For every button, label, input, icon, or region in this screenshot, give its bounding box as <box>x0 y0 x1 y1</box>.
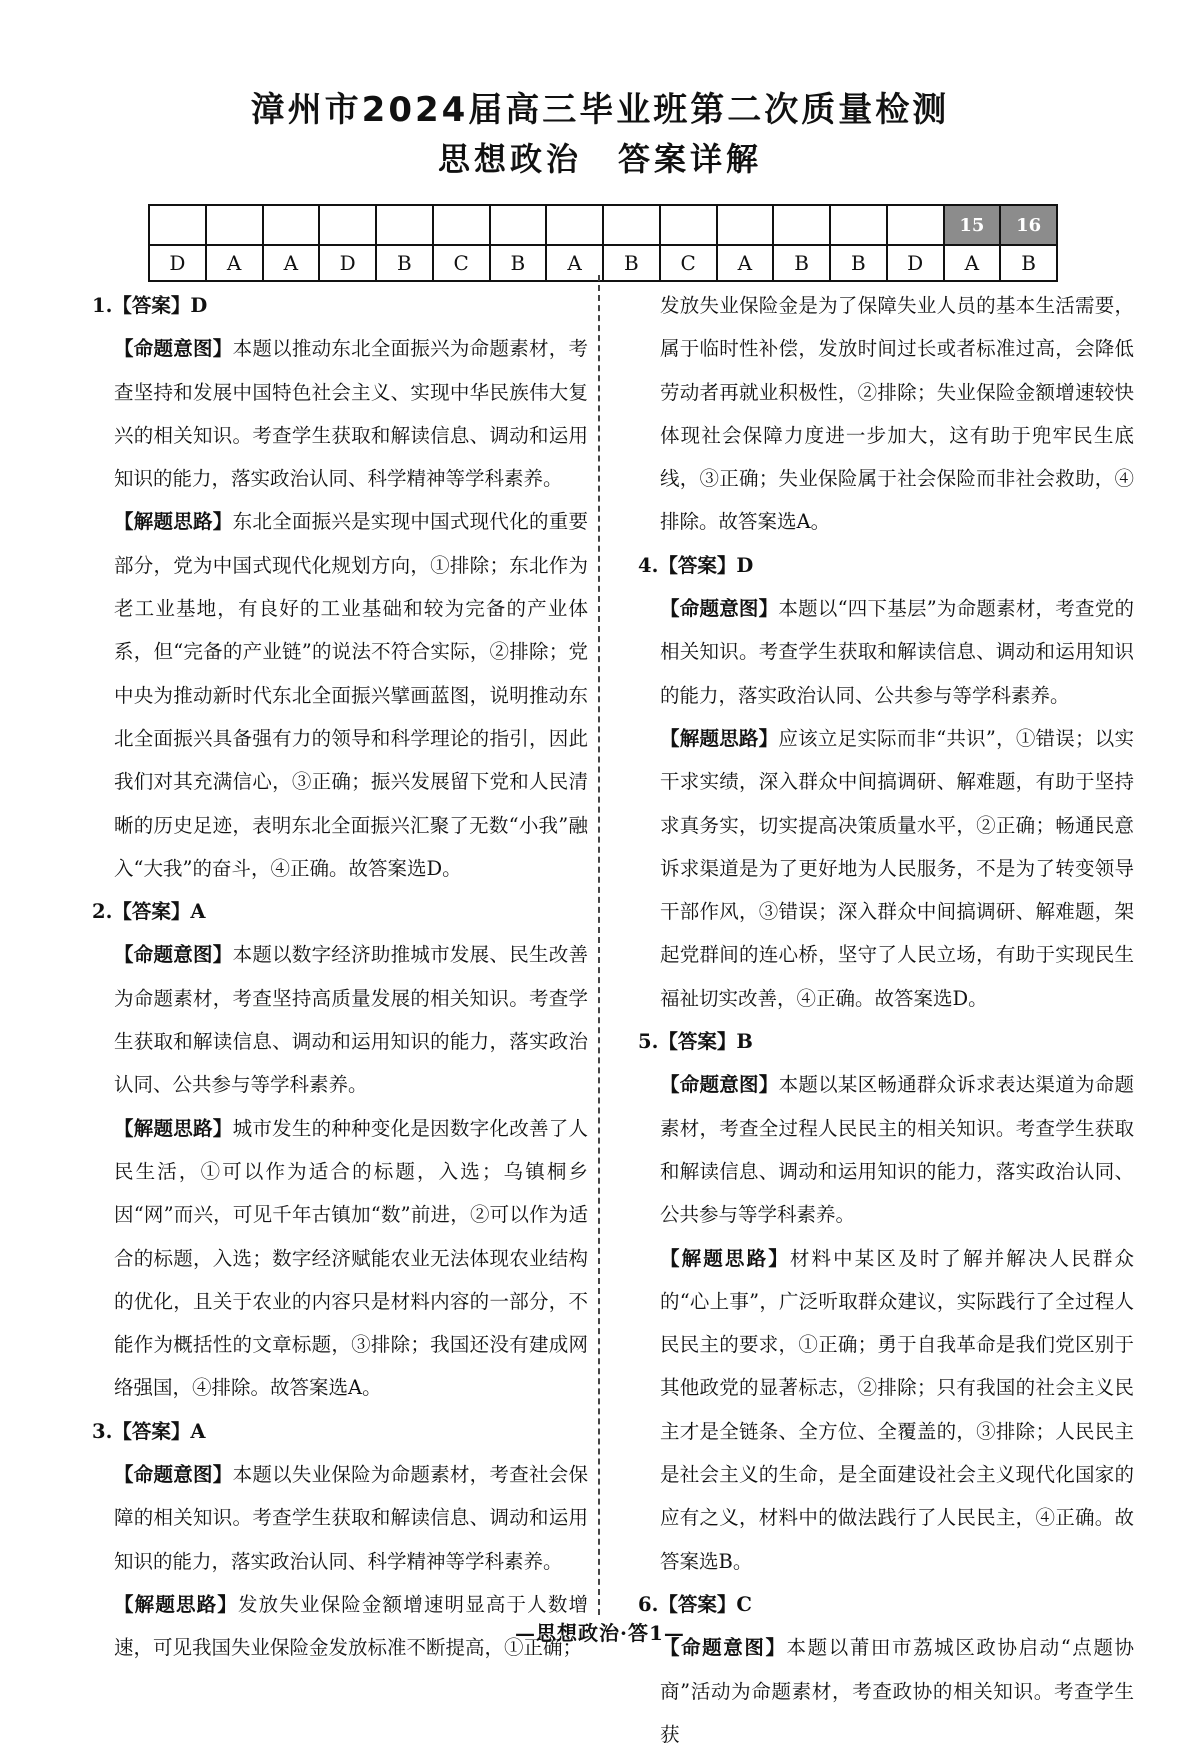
solution-text: 城市发生的种种变化是因数字化改善了人民生活，①可以作为适合的标题，入选；乌镇桐乡因“网”而兴，可见千年古镇加“数”前进，②可以作为适合的标题，入选；数字经济赋能农业无法体现农业结构的优化，且关于农业的内容只是材料内容的一部分，不能作为概括性的文章标题，③排除；我国还没有建成网络强国，④排除。故答案选A。 <box>114 1116 588 1400</box>
intent-text: 本题以推动东北全面振兴为命题素材，考查坚持和发展中国特色社会主义、实现中华民族伟大复兴的相关知识。考查学生获取和解读信息、调动和运用知识的能力，落实政治认同、科学精神等学科素养。 <box>114 337 588 491</box>
answer-cell: A <box>546 245 603 281</box>
solution-label: 【解题思路】 <box>114 1116 233 1140</box>
answer-table-answer-row <box>149 245 1057 281</box>
answer-cell: C <box>660 245 717 281</box>
question-3-solution-continued: 发放失业保险金是为了保障失业人员的基本生活需要，属于临时性补偿，发放时间过长或者标准过高，会降低劳动者再就业积极性，②排除；失业保险金额增速较快体现社会保障力度进一步加大，这有助于兜牢民生底线，③正确；失业保险属于社会保险而非社会救助，④排除。故答案选A。 <box>660 294 1134 534</box>
intent-label: 【命题意图】 <box>660 1073 779 1097</box>
intent-text: 本题以莆田市荔城区政协启动“点题协商”活动为命题素材，考查政协的相关知识。考查学生获 <box>660 1636 1134 1746</box>
solution-text: 材料中某区及时了解并解决人民群众的“心上事”，广泛听取群众建议，实际践行了全过程人民民主的要求，①正确；勇于自我革命是我们党区别于其他政党的显著标志，②排除；只有我国的社会主义民主才是全链条、全方位、全覆盖的，③排除；人民民主是社会主义的生命，是全面建设社会主义现代化国家的应有之义，材料中的做法践行了人民民主，④正确。故答案选B。 <box>660 1246 1134 1573</box>
answer-cell: B <box>1000 245 1057 281</box>
answer-cell: D <box>887 245 944 281</box>
answer-cell: B <box>490 245 547 281</box>
question-number-cell <box>603 205 660 245</box>
answer-cell: A <box>717 245 774 281</box>
question-number-cell <box>319 205 376 245</box>
question-2-answer: 2.【答案】A <box>92 900 206 924</box>
question-number-cell <box>773 205 830 245</box>
intent-label: 【命题意图】 <box>114 337 233 361</box>
question-number-cell <box>887 205 944 245</box>
answer-cell: C <box>433 245 490 281</box>
question-5-intent <box>638 1063 1134 1236</box>
question-3-answer: 3.【答案】A <box>92 1419 206 1443</box>
answer-cell: B <box>830 245 887 281</box>
answer-cell: B <box>376 245 433 281</box>
question-number-cell <box>490 205 547 245</box>
solution-text: 应该立足实际而非“共识”，①错误；以实干求实绩，深入群众中间搞调研、解难题，有助于坚持求真务实，切实提高决策质量水平，②正确；畅通民意诉求渠道是为了更好地为人民服务，不是为了转变领导干部作风，③错误；深入群众中间搞调研、解难题，架起党群间的连心桥，坚守了人民立场，有助于实现民生福祉切实改善，④正确。故答案选D。 <box>660 726 1134 1010</box>
question-number-cell <box>717 205 774 245</box>
intent-label: 【命题意图】 <box>114 943 233 967</box>
page-title: 漳州市2024届高三毕业班第二次质量检测 <box>250 90 950 130</box>
question-4-answer: 4.【答案】D <box>638 553 754 577</box>
question-1-intent <box>92 327 588 500</box>
answer-cell: D <box>149 245 206 281</box>
question-number-cell <box>149 205 206 245</box>
question-number-cell <box>660 205 717 245</box>
question-number-cell: 15 <box>944 205 1001 245</box>
question-2-intent <box>92 933 588 1106</box>
intent-text: 本题以“四下基层”为命题素材，考查党的相关知识。考查学生获取和解读信息、调动和运用知识的能力，落实政治认同、公共参与等学科素养。 <box>660 597 1134 707</box>
solution-text: 发放失业保险金额增速明显高于人数增速，可见我国失业保险金发放标准不断提高，①正确； <box>114 1592 588 1660</box>
left-column <box>92 284 588 1670</box>
page-footer: —思想政治·答1— <box>515 1621 685 1645</box>
question-number-cell <box>830 205 887 245</box>
question-4-intent <box>638 587 1134 717</box>
solution-text: 东北全面振兴是实现中国式现代化的重要部分，党为中国式现代化规划方向，①排除；东北作为老工业基地，有良好的工业基础和较为完备的产业体系，但“完备的产业链”的说法不符合实际，②排除；党中央为推动新时代东北全面振兴擘画蓝图，说明推动东北全面振兴具备强有力的领导和科学理论的指引，因此我们对其充满信心，③正确；振兴发展留下党和人民清晰的历史足迹，表明东北全面振兴汇聚了无数“小我”融入“大我”的奋斗，④正确。故答案选D。 <box>114 510 588 880</box>
question-number-cell: 16 <box>1000 205 1057 245</box>
intent-text: 本题以某区畅通群众诉求表达渠道为命题素材，考查全过程人民民主的相关知识。考查学生获取和解读信息、调动和运用知识的能力，落实政治认同、公共参与等学科素养。 <box>660 1073 1134 1227</box>
question-3-intent <box>92 1453 588 1583</box>
intent-text: 本题以失业保险为命题素材，考查社会保障的相关知识。考查学生获取和解读信息、调动和运用知识的能力，落实政治认同、科学精神等学科素养。 <box>114 1463 588 1573</box>
question-1-answer: 1.【答案】D <box>92 294 208 317</box>
solution-label: 【解题思路】 <box>114 510 233 534</box>
answer-table-number-row <box>149 205 1057 245</box>
answer-cell: A <box>944 245 1001 281</box>
question-number-cell <box>546 205 603 245</box>
solution-label: 【解题思路】 <box>660 726 779 750</box>
question-2-solution <box>92 1107 588 1410</box>
intent-label: 【命题意图】 <box>660 597 779 621</box>
intent-label: 【命题意图】 <box>660 1636 787 1660</box>
answer-cell: D <box>319 245 376 281</box>
intent-text: 本题以数字经济助推城市发展、民生改善为命题素材，考查坚持高质量发展的相关知识。考查学生获取和解读信息、调动和运用知识的能力，落实政治认同、公共参与等学科素养。 <box>114 943 588 1097</box>
answer-table <box>148 204 1058 282</box>
solution-label: 【解题思路】 <box>114 1592 238 1616</box>
question-1-solution <box>92 500 588 890</box>
intent-label: 【命题意图】 <box>114 1463 233 1487</box>
question-4-solution <box>638 717 1134 1020</box>
question-5-solution <box>638 1237 1134 1583</box>
question-number-cell <box>376 205 433 245</box>
question-number-cell <box>433 205 490 245</box>
answer-cell: B <box>603 245 660 281</box>
question-number-cell <box>263 205 320 245</box>
answer-cell: A <box>206 245 263 281</box>
page-subtitle: 思想政治 答案详解 <box>437 140 762 178</box>
answer-cell: A <box>263 245 320 281</box>
question-5-answer: 5.【答案】B <box>638 1030 753 1054</box>
solution-label: 【解题思路】 <box>660 1246 790 1270</box>
question-6-answer: 6.【答案】C <box>638 1592 752 1616</box>
question-number-cell <box>206 205 263 245</box>
right-column <box>638 284 1134 1756</box>
column-divider <box>598 275 600 1615</box>
answer-cell: B <box>773 245 830 281</box>
